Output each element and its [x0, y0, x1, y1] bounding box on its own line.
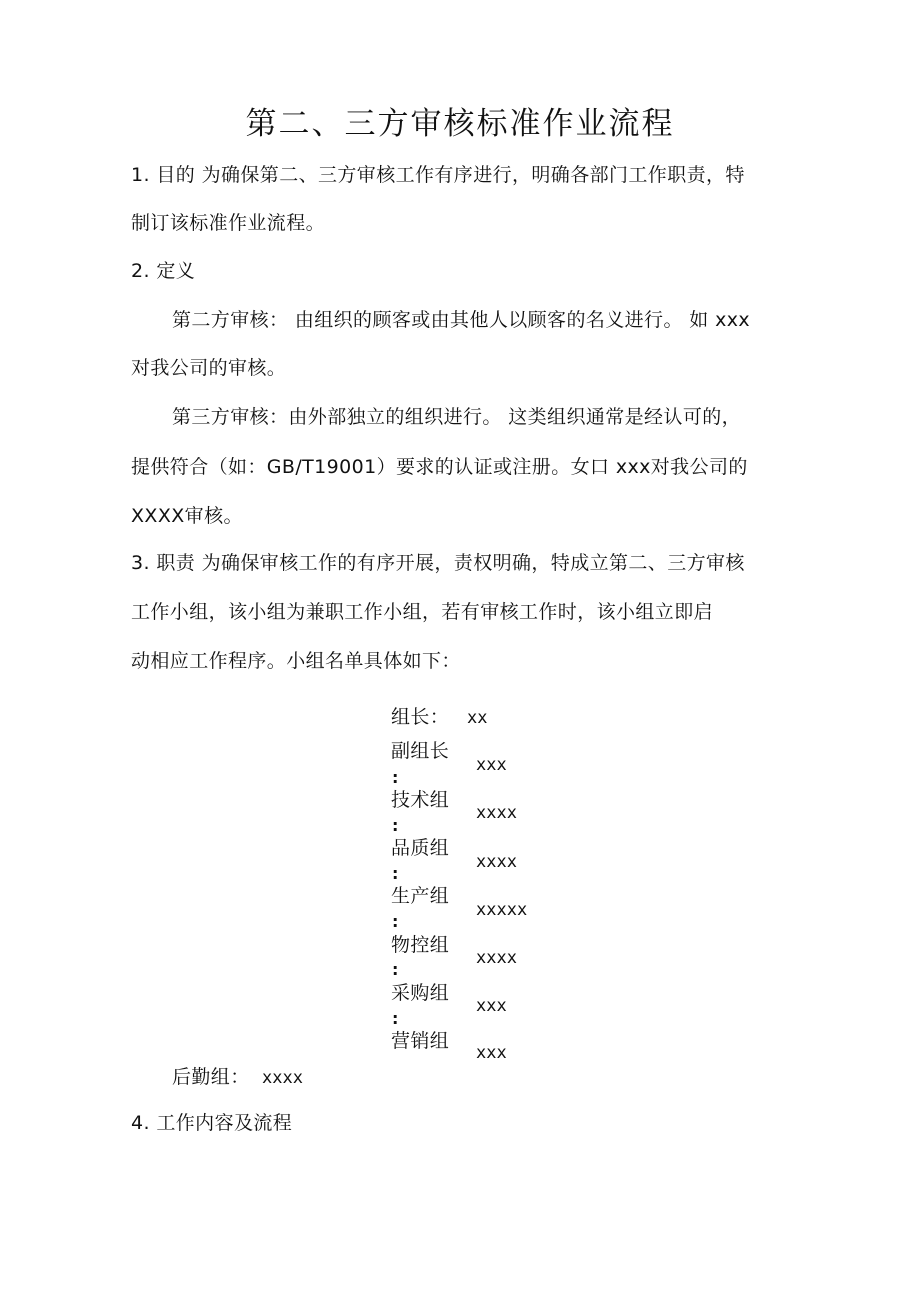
- team-member-label: 副组长: [391, 740, 450, 762]
- team-leader-label: 组长：: [391, 706, 450, 728]
- section2-heading: 2. 定义: [131, 260, 196, 282]
- logistics-value: xxxx: [262, 1068, 303, 1088]
- team-member-colon: :: [392, 864, 399, 883]
- team-member-value: xxxx: [476, 852, 517, 872]
- section3-line1: 3. 职责 为确保审核工作的有序开展，责权明确，特成立第二、三方审核: [131, 552, 745, 574]
- section1-line2: 制订该标准作业流程。: [131, 212, 326, 234]
- team-member-colon: :: [392, 768, 399, 787]
- team-member-value: xxxx: [476, 948, 517, 968]
- section4-heading: 4. 工作内容及流程: [131, 1112, 293, 1134]
- team-member-label: 采购组: [391, 982, 450, 1004]
- team-member-colon: :: [392, 960, 399, 979]
- team-member-colon: :: [392, 816, 399, 835]
- section3-line3: 动相应工作程序。小组名单具体如下：: [131, 650, 461, 672]
- team-member-colon: :: [392, 1009, 399, 1028]
- team-member-value: xxx: [476, 996, 507, 1016]
- team-member-value: xxxxx: [476, 900, 528, 920]
- document-title: 第二、三方审核标准作业流程: [245, 106, 675, 142]
- team-member-label: 技术组: [391, 789, 450, 811]
- team-member-colon: :: [392, 912, 399, 931]
- team-member-value: xxxx: [476, 803, 517, 823]
- third-party-line2: 提供符合（如：GB/T19001）要求的认证或注册。女口 xxx对我公司的: [131, 456, 748, 478]
- third-party-line3: XXXX审核。: [131, 505, 243, 527]
- logistics-label: 后勤组：: [172, 1066, 250, 1088]
- second-party-line1: 第二方审核： 由组织的顾客或由其他人以顾客的名义进行。 如 xxx: [172, 309, 751, 331]
- team-leader-value: xx: [467, 708, 488, 728]
- team-member-label: 物控组: [391, 934, 450, 956]
- third-party-line1: 第三方审核：由外部独立的组织进行。 这类组织通常是经认可的，: [172, 406, 742, 428]
- team-member-value: xxx: [476, 755, 507, 775]
- team-member-value: xxx: [476, 1043, 507, 1063]
- second-party-line2: 对我公司的审核。: [131, 357, 287, 379]
- team-member-label: 营销组: [391, 1030, 450, 1052]
- team-member-label: 品质组: [391, 837, 450, 859]
- section3-line2: 工作小组，该小组为兼职工作小组，若有审核工作时，该小组立即启: [131, 601, 714, 623]
- section1-line1: 1. 目的 为确保第二、三方审核工作有序进行，明确各部门工作职责，特: [131, 164, 745, 186]
- team-member-label: 生产组: [391, 885, 450, 907]
